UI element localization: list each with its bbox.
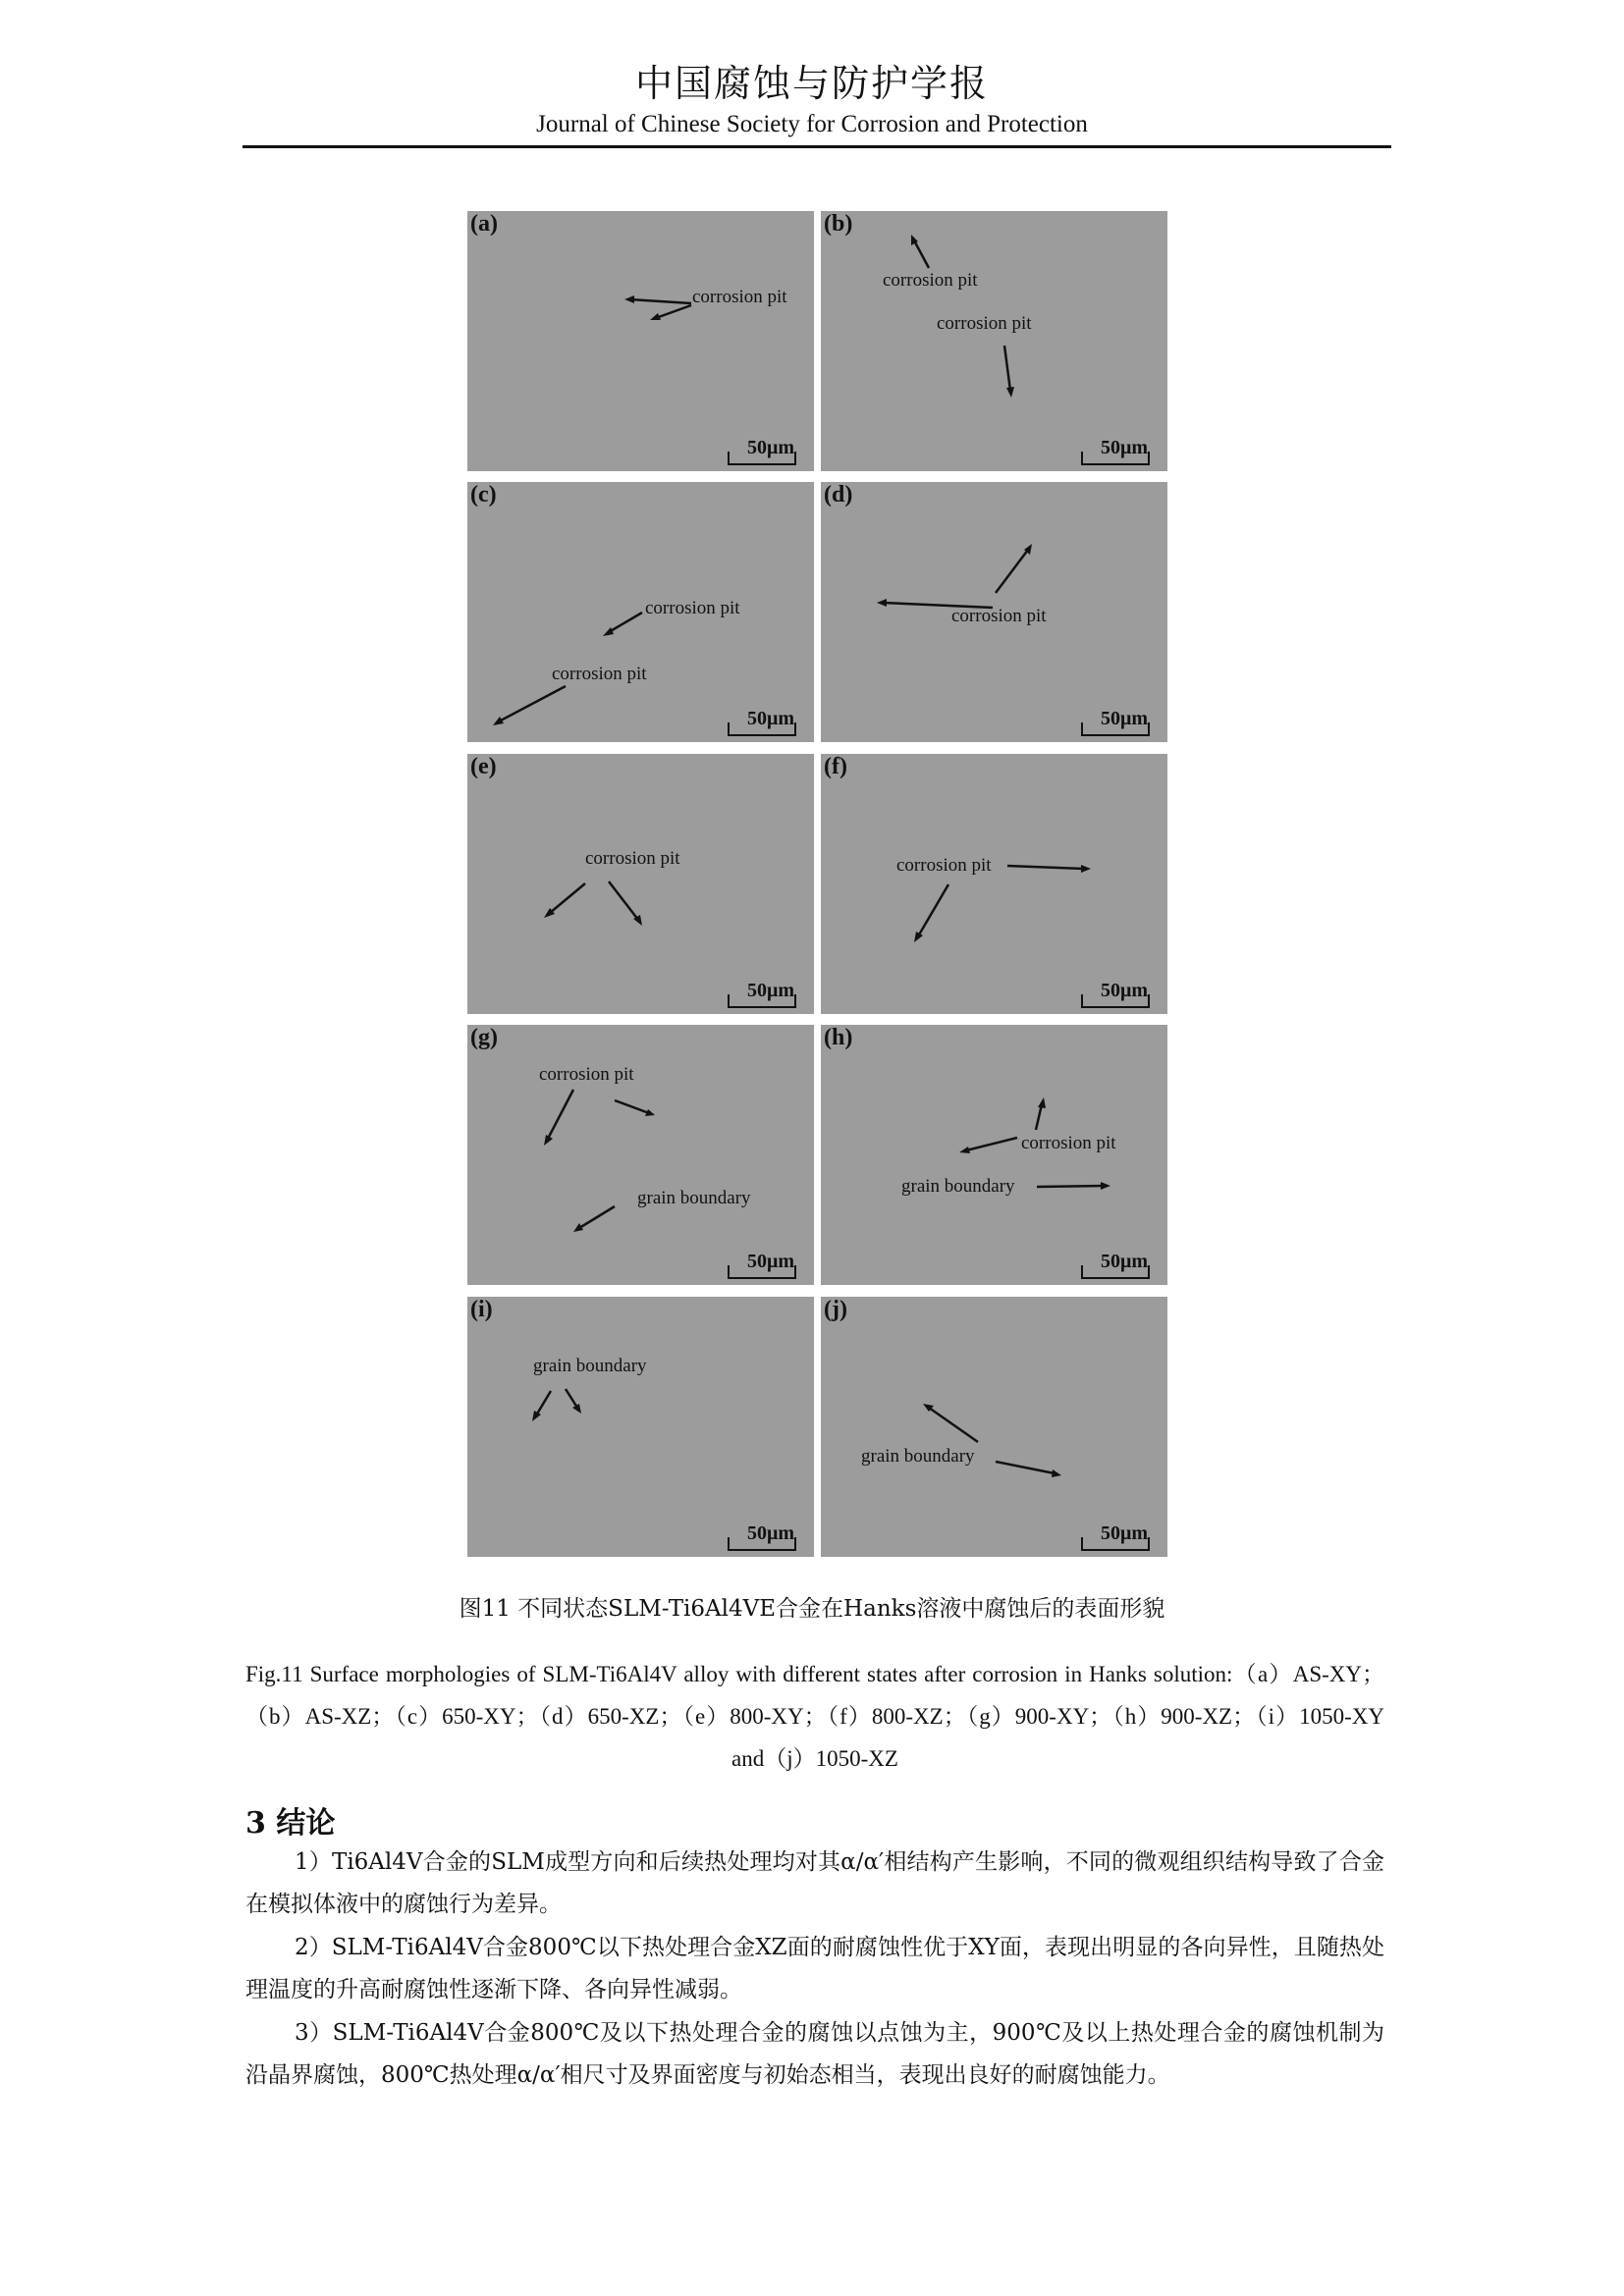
arrows-j	[821, 1297, 1167, 1557]
annotation-corrosion-pit: corrosion pit	[539, 1064, 634, 1085]
header-rule	[243, 145, 1391, 148]
panel-label: (e)	[470, 754, 497, 779]
annotation-corrosion-pit: corrosion pit	[883, 270, 978, 291]
arrows-c	[467, 482, 814, 742]
sem-panel-d	[821, 482, 1167, 742]
annotation-grain-boundary: grain boundary	[861, 1446, 975, 1467]
scale-bar	[728, 994, 796, 1008]
annotation-corrosion-pit: corrosion pit	[552, 664, 647, 684]
panel-label: (b)	[824, 211, 853, 237]
annotation-corrosion-pit: corrosion pit	[1021, 1133, 1116, 1153]
sem-panel-g	[467, 1025, 814, 1285]
arrows-g	[467, 1025, 814, 1285]
arrows-a	[467, 211, 814, 471]
scale-bar	[1081, 994, 1150, 1008]
panel-label: (c)	[470, 482, 497, 507]
scale-label: 50μm	[1101, 1251, 1148, 1272]
arrows-h	[821, 1025, 1167, 1285]
scale-label: 50μm	[1101, 1522, 1148, 1544]
panel-label: (g)	[470, 1025, 498, 1050]
panel-label: (a)	[470, 211, 498, 237]
section-heading: 3 结论	[245, 1806, 336, 1841]
annotation-corrosion-pit: corrosion pit	[896, 855, 992, 876]
panel-label: (d)	[824, 482, 853, 507]
scale-bar	[1081, 722, 1150, 736]
scale-label: 50μm	[747, 1522, 794, 1544]
scale-label: 50μm	[747, 1251, 794, 1272]
conclusion-paragraph-3: 3）SLM-Ti6Al4V合金800℃及以下热处理合金的腐蚀以点蚀为主，900℃及以上热处理合金的腐蚀机制为沿晶界腐蚀，800℃热处理α/α′相尺寸及界面密度与初始态相当，表现出良好的耐腐蚀能力。	[245, 2020, 1384, 2088]
annotation-corrosion-pit: corrosion pit	[937, 313, 1032, 334]
scale-label: 50μm	[747, 708, 794, 729]
conclusion-paragraph-1: 1）Ti6Al4V合金的SLM成型方向和后续热处理均对其α/α′相结构产生影响，不同的微观组织结构导致了合金在模拟体液中的腐蚀行为差异。	[245, 1849, 1384, 1917]
scale-label: 50μm	[747, 437, 794, 458]
annotation-corrosion-pit: corrosion pit	[692, 287, 787, 307]
journal-title-cn: 中国腐蚀与防护学报	[634, 62, 989, 105]
panel-label: (h)	[824, 1025, 853, 1050]
panel-label: (j)	[824, 1297, 847, 1322]
sem-panel-b	[821, 211, 1167, 471]
annotation-corrosion-pit: corrosion pit	[585, 848, 680, 869]
scale-bar	[728, 722, 796, 736]
arrows-e	[467, 754, 814, 1014]
arrows-b	[821, 211, 1167, 471]
scale-label: 50μm	[747, 980, 794, 1001]
sem-panel-i	[467, 1297, 814, 1557]
scale-bar	[1081, 452, 1150, 465]
sem-panel-j	[821, 1297, 1167, 1557]
annotation-corrosion-pit: corrosion pit	[645, 598, 740, 618]
journal-title-en: Journal of Chinese Society for Corrosion and Protection	[536, 111, 1088, 137]
conclusion-paragraph-2: 2）SLM-Ti6Al4V合金800℃以下热处理合金XZ面的耐腐蚀性优于XY面，表现出明显的各向异性，且随热处理温度的升高耐腐蚀性逐渐下降、各向异性减弱。	[245, 1935, 1384, 2002]
figure-caption-en: Fig.11 Surface morphologies of SLM-Ti6Al4V alloy with different states after corrosion in Hanks solution:（a）AS-XY；（b）AS-XZ；（c）650-XY；（d）650-XZ；（e）800-XY；（f）800-XZ；（g）900-XY；（h）900-XZ；（i）1050-XY and（j）1050-XZ	[245, 1662, 1384, 1771]
scale-bar	[728, 1537, 796, 1551]
scale-bar	[1081, 1265, 1150, 1279]
panel-label: (f)	[824, 754, 847, 779]
scale-label: 50μm	[1101, 980, 1148, 1001]
annotation-grain-boundary: grain boundary	[533, 1356, 647, 1376]
scale-label: 50μm	[1101, 437, 1148, 458]
sem-panel-h	[821, 1025, 1167, 1285]
arrows-i	[467, 1297, 814, 1557]
annotation-grain-boundary: grain boundary	[637, 1188, 751, 1208]
scale-bar	[1081, 1537, 1150, 1551]
annotation-corrosion-pit: corrosion pit	[951, 606, 1047, 626]
scale-bar	[728, 452, 796, 465]
sem-panel-e	[467, 754, 814, 1014]
scale-bar	[728, 1265, 796, 1279]
panel-label: (i)	[470, 1297, 493, 1322]
sem-panel-c	[467, 482, 814, 742]
scale-label: 50μm	[1101, 708, 1148, 729]
sem-panel-a	[467, 211, 814, 471]
figure-caption-cn: 图11 不同状态SLM-Ti6Al4VE合金在Hanks溶液中腐蚀后的表面形貌	[459, 1596, 1165, 1622]
sem-panel-f	[821, 754, 1167, 1014]
annotation-grain-boundary: grain boundary	[901, 1176, 1015, 1197]
arrows-f	[821, 754, 1167, 1014]
